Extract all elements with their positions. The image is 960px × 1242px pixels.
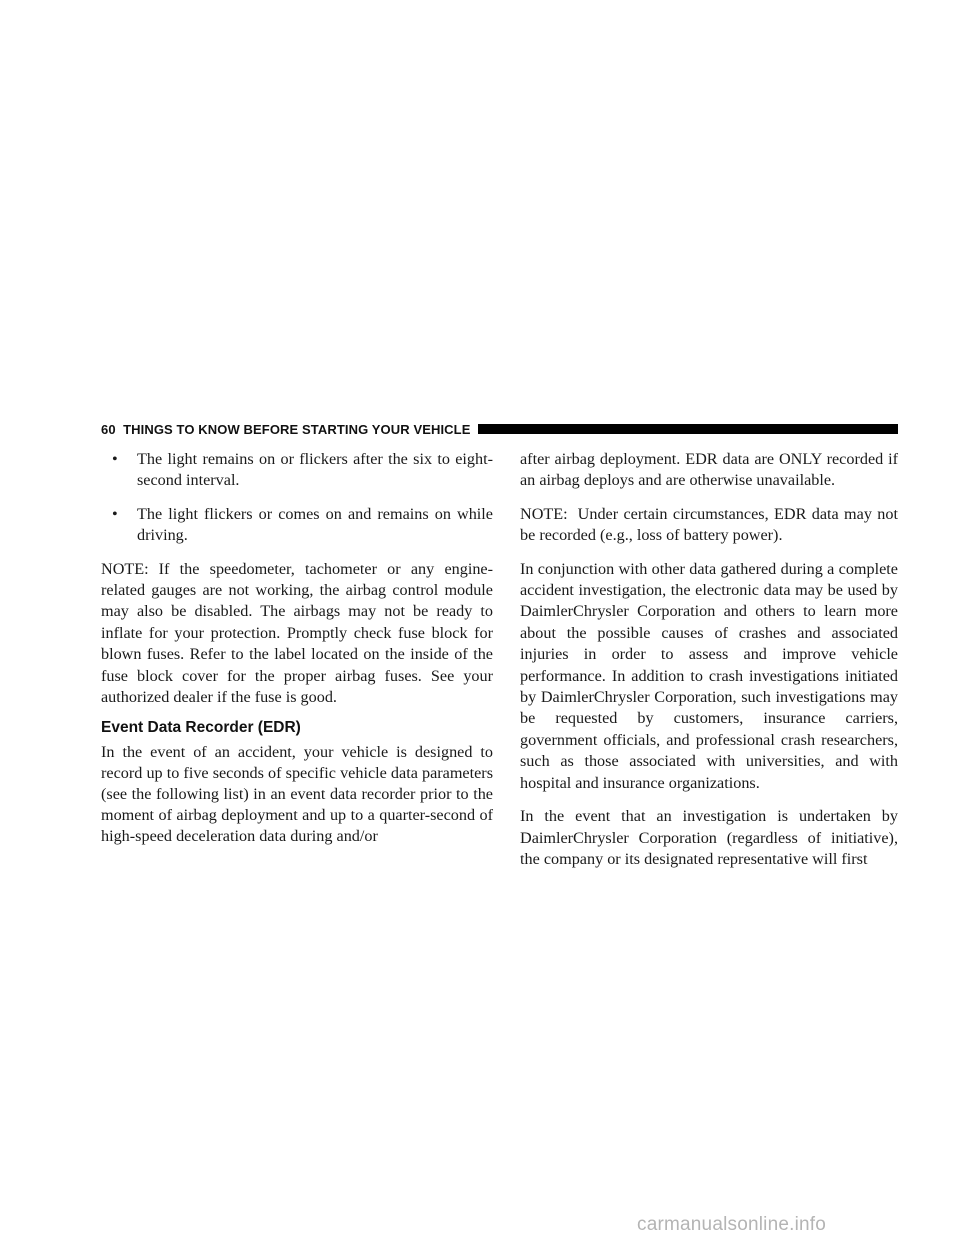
note-text: If the speedometer, tachometer or any engine-related gauges are not working, the airbag control module may also be disabled. The airbags may not be ready to inflate for your protection. Promptly check fuse block for blown fuses. Refer to the label located on the inside of the fuse block cover for the proper airbag fuses. See your authorized dealer if the fuse is good.: [101, 559, 493, 707]
bullet-text: The light flickers or comes on and remains on while driving.: [137, 504, 493, 545]
chapter-title: THINGS TO KNOW BEFORE STARTING YOUR VEHICLE: [123, 421, 471, 437]
bullet-text: The light remains on or flickers after the six to eight-second interval.: [137, 450, 493, 490]
note-paragraph: [520, 504, 898, 547]
body-paragraph: In the event that an investigation is undertaken by DaimlerChrysler Corporation (regardless of initiative), the company or its designated representative will first: [520, 807, 898, 868]
bullet-icon: •: [112, 450, 118, 468]
header-text: [101, 422, 470, 437]
note-paragraph: [101, 559, 493, 709]
bullet-icon: •: [112, 504, 118, 523]
right-column: [520, 449, 898, 882]
header-rule: [478, 424, 898, 434]
page-header: [101, 419, 898, 439]
watermark-text: carmanualsonline.info: [637, 1214, 827, 1235]
page-number: 60: [101, 421, 116, 437]
left-column: [101, 449, 493, 859]
bullet-item: [101, 504, 493, 547]
body-paragraph: In conjunction with other data gathered during a complete accident investigation, the electronic data may be used by DaimlerChrysler Corporation and others to learn more about the possible causes of crashes and associated injuries in order to assess and improve vehicle performance. In addition to crash investigations initiated by DaimlerChrysler Corporation, such investigations may be requested by customers, insurance carriers, government officials, and professional crash researchers, such as those associated with universities, and with hospital and insurance organizations.: [520, 559, 898, 792]
note-text: Under certain circumstances, EDR data may not be recorded (e.g., loss of battery power).: [520, 504, 898, 545]
section-heading: Event Data Recorder (EDR): [101, 719, 301, 737]
edr-paragraph: In the event of an accident, your vehicle is designed to record up to five seconds of specific vehicle data parameters (see the following list) in an event data recorder prior to the moment of airbag deployment and up to a quarter-second of high-speed deceleration data during and/or: [101, 743, 493, 846]
note-label: NOTE:: [520, 504, 568, 523]
bullet-item: [101, 449, 493, 492]
continuation-paragraph: after airbag deployment. EDR data are ONLY recorded if an airbag deploys and are otherwise unavailable.: [520, 450, 898, 490]
note-label: NOTE:: [101, 559, 149, 578]
